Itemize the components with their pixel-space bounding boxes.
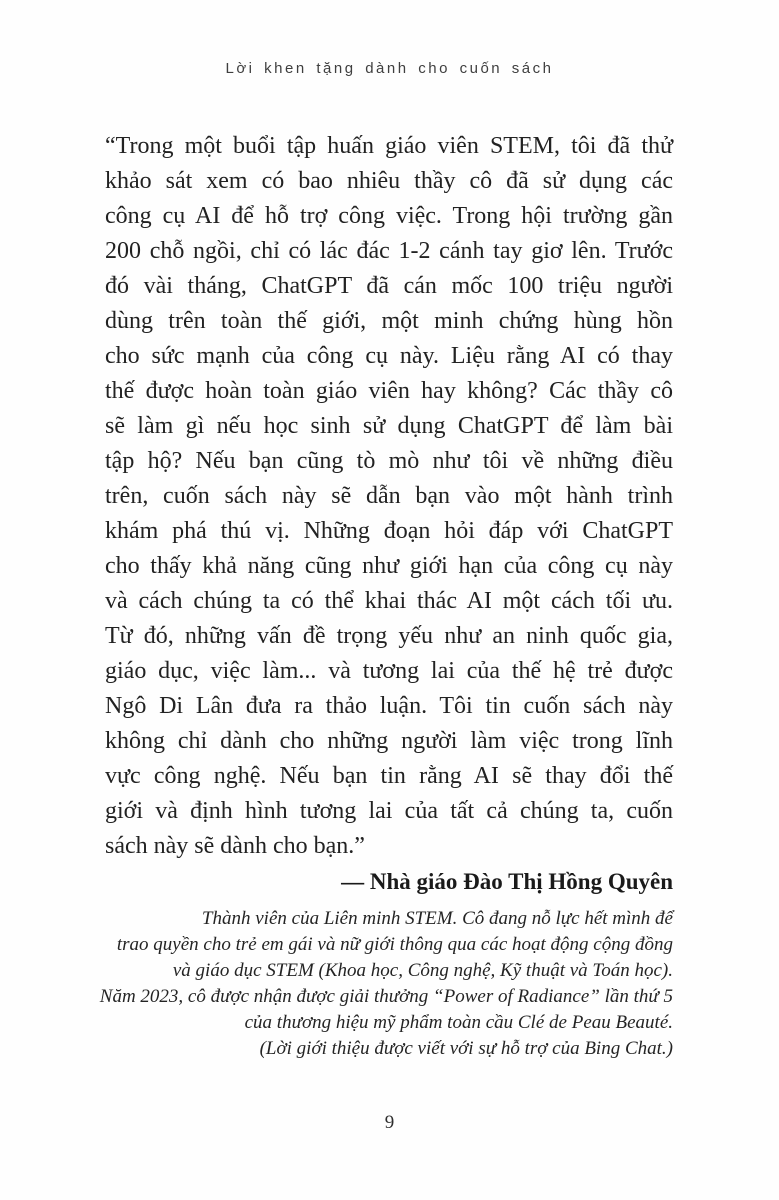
- quote-line: sách này sẽ dành cho bạn.”: [105, 833, 365, 859]
- quote-line: đó vài tháng, ChatGPT đã cán mốc 100 triệu người: [105, 273, 673, 299]
- page-number: 9: [384, 1112, 395, 1133]
- quote-line: “Trong một buổi tập huấn giáo viên STEM, tôi đã thử: [105, 133, 673, 159]
- quote-line: sẽ làm gì nếu học sinh sử dụng ChatGPT để làm bài: [105, 413, 673, 439]
- quote-line: khảo sát xem có bao nhiêu thầy cô đã sử dụng các: [105, 168, 673, 194]
- quote-line: dùng trên toàn thế giới, một minh chứng hùng hồn: [105, 308, 673, 334]
- bio-line: của thương hiệu mỹ phẩm toàn cầu Clé de Peau Beauté.: [244, 1012, 673, 1033]
- author-bio: [85, 906, 673, 1062]
- quote-line: Ngô Di Lân đưa ra thảo luận. Tôi tin cuốn sách này: [105, 693, 673, 719]
- quote-line: khám phá thú vị. Những đoạn hỏi đáp với ChatGPT: [105, 518, 673, 544]
- bio-line: (Lời giới thiệu được viết với sự hỗ trợ của Bing Chat.): [259, 1038, 673, 1059]
- running-head: Lời khen tặng dành cho cuốn sách: [225, 60, 554, 77]
- quote-line: không chỉ dành cho những người làm việc trong lĩnh: [105, 728, 673, 754]
- bio-line: Năm 2023, cô được nhận được giải thưởng “Power of Radiance” lần thứ 5: [99, 986, 673, 1007]
- quote-line: tập hộ? Nếu bạn cũng tò mò như tôi về những điều: [105, 448, 673, 474]
- quote-line: vực công nghệ. Nếu bạn tin rằng AI sẽ thay đổi thế: [105, 763, 673, 789]
- attribution-author: — Nhà giáo Đào Thị Hồng Quyên: [341, 869, 673, 894]
- quote-line: Từ đó, những vấn đề trọng yếu như an ninh quốc gia,: [105, 623, 673, 649]
- quote-line: giáo dục, việc làm... và tương lai của thế hệ trẻ được: [105, 658, 673, 684]
- quote-paragraph: [105, 129, 673, 864]
- quote-line: và cách chúng ta có thể khai thác AI một cách tối ưu.: [105, 588, 673, 614]
- quote-line: trên, cuốn sách này sẽ dẫn bạn vào một hành trình: [105, 483, 673, 509]
- quote-line: giới và định hình tương lai của tất cả chúng ta, cuốn: [105, 798, 673, 824]
- bio-line: trao quyền cho trẻ em gái và nữ giới thông qua các hoạt động cộng đồng: [116, 934, 673, 955]
- quote-line: 200 chỗ ngồi, chỉ có lác đác 1-2 cánh tay giơ lên. Trước: [105, 238, 673, 264]
- quote-line: thế được hoàn toàn giáo viên hay không? Các thầy cô: [105, 378, 673, 404]
- bio-line: và giáo dục STEM (Khoa học, Công nghệ, Kỹ thuật và Toán học).: [172, 960, 673, 981]
- quote-line: công cụ AI để hỗ trợ công việc. Trong hội trường gần: [105, 203, 673, 229]
- quote-line: cho thấy khả năng cũng như giới hạn của công cụ này: [105, 553, 673, 579]
- bio-line: Thành viên của Liên minh STEM. Cô đang nỗ lực hết mình để: [201, 908, 673, 929]
- quote-line: cho sức mạnh của công cụ này. Liệu rằng AI có thay: [105, 343, 673, 369]
